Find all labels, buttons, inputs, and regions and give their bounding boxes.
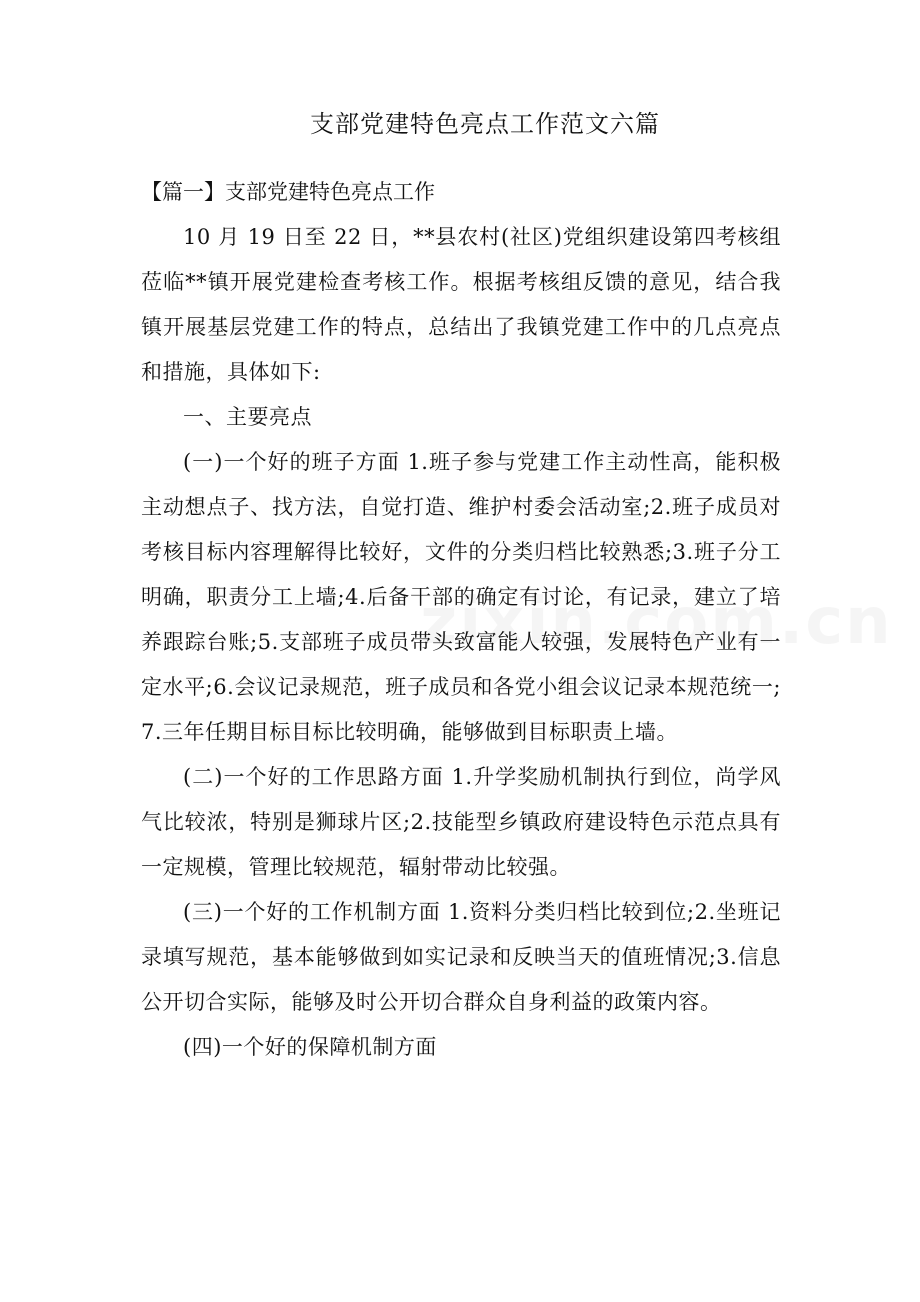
paragraph-work-mechanism: (三)一个好的工作机制方面 1.资料分类归档比较到位;2.坐班记录填写规范，基本能够做到如实记录和反映当天的值班情况;3.信息公开切合实际，能够及时公开切合群众自身利益的政策内容。 [141,900,781,1014]
paragraph-team: (一)一个好的班子方面 1.班子参与党建工作主动性高，能积极主动想点子、找方法，自觉打造、维护村委会活动室;2.班子成员对考核目标内容理解得比较好，文件的分类归档比较熟悉;3.班子分工明确，职责分工上墙;4.后备干部的确定有讨论，有记录，建立了培养跟踪台账;5.支部班子成员带头致富能人较强，发展特色产业有一定水平;6.会议记录规范，班子成员和各党小组会议记录本规范统一;7.三年任期目标目标比较明确，能够做到目标职责上墙。 [141,450,781,744]
paragraph-intro: 10 月 19 日至 22 日，**县农村(社区)党组织建设第四考核组莅临**镇开展党建检查考核工作。根据考核组反馈的意见，结合我镇开展基层党建工作的特点，总结出了我镇党建工作中的几点亮点和措施，具体如下: [141,225,781,384]
document-title: 支部党建特色亮点工作范文六篇 [310,110,660,138]
paragraph-main-highlights: 一、主要亮点 [183,405,312,429]
document-body [141,170,781,1070]
section-heading: 【篇一】支部党建特色亮点工作 [141,180,435,204]
paragraph-support-mechanism: (四)一个好的保障机制方面 [183,1035,437,1059]
paragraph-work-approach: (二)一个好的工作思路方面 1.升学奖励机制执行到位，尚学风气比较浓，特别是狮球片区;2.技能型乡镇政府建设特色示范点具有一定规模，管理比较规范，辐射带动比较强。 [141,765,781,879]
